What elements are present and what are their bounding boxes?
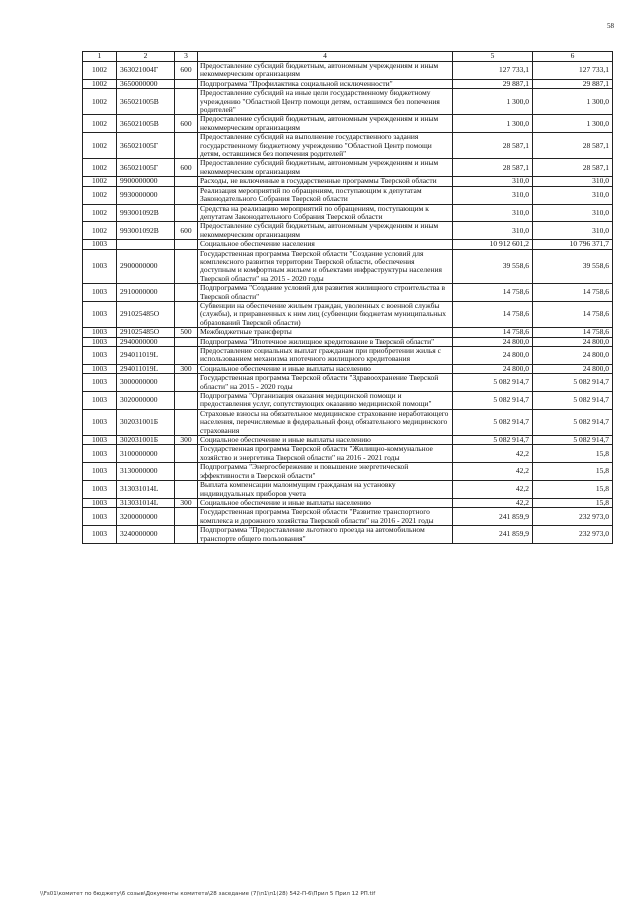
expense-type-cell: [175, 240, 198, 249]
amount-year2-cell: 232 973,0: [533, 526, 613, 544]
column-header: 5: [453, 52, 533, 62]
section-cell: 1003: [83, 445, 117, 463]
amount-year1-cell: 39 558,6: [453, 249, 533, 284]
expense-type-cell: 300: [175, 364, 198, 373]
table-row: [83, 284, 613, 302]
expense-type-cell: 600: [175, 62, 198, 80]
target-code-cell: 3200000000: [117, 508, 175, 526]
amount-year2-cell: 310,0: [533, 177, 613, 186]
amount-year2-cell: 15,8: [533, 445, 613, 463]
description-cell: Подпрограмма "Создание условий для развития жилищного строительства в Тверской области": [198, 284, 453, 302]
description-cell: Подпрограмма "Предоставление льготного проезда на автомобильном транспорте общего пользования": [198, 526, 453, 544]
amount-year2-cell: 10 796 371,7: [533, 240, 613, 249]
amount-year1-cell: 310,0: [453, 222, 533, 240]
section-cell: 1003: [83, 508, 117, 526]
description-cell: Подпрограмма "Организация оказания медицинской помощи и предоставления услуг, сопутствующих оказанию медицинской помощи": [198, 392, 453, 410]
table-row: [83, 222, 613, 240]
table-row: [83, 177, 613, 186]
table-header-row: [83, 52, 613, 62]
description-cell: Предоставление субсидий бюджетным, автономным учреждениям и иным некоммерческим организациям: [198, 62, 453, 80]
table-row: [83, 159, 613, 177]
description-cell: Расходы, не включенные в государственные программы Тверской области: [198, 177, 453, 186]
expense-type-cell: [175, 508, 198, 526]
amount-year2-cell: 14 758,6: [533, 301, 613, 327]
amount-year1-cell: 42,2: [453, 498, 533, 507]
amount-year2-cell: 1 300,0: [533, 115, 613, 133]
amount-year1-cell: 24 800,0: [453, 347, 533, 365]
table-row: [83, 392, 613, 410]
expense-type-cell: [175, 133, 198, 159]
amount-year2-cell: 39 558,6: [533, 249, 613, 284]
section-cell: 1003: [83, 328, 117, 337]
expense-type-cell: [175, 409, 198, 435]
description-cell: Государственная программа Тверской области "Жилищно-коммунальное хозяйство и энергетика Тверской области" на 2016 - 2021 годы: [198, 445, 453, 463]
expense-type-cell: [175, 463, 198, 481]
target-code-cell: 365021005Г: [117, 159, 175, 177]
page-number: 58: [607, 22, 614, 30]
amount-year2-cell: 310,0: [533, 186, 613, 204]
amount-year1-cell: 24 800,0: [453, 364, 533, 373]
target-code-cell: 365021005Г: [117, 133, 175, 159]
expense-type-cell: 300: [175, 436, 198, 445]
expense-type-cell: 500: [175, 328, 198, 337]
section-cell: 1003: [83, 436, 117, 445]
description-cell: Подпрограмма "Ипотечное жилищное кредитование в Тверской области": [198, 337, 453, 346]
table-row: [83, 463, 613, 481]
table-row: [83, 526, 613, 544]
description-cell: Социальное обеспечение населения: [198, 240, 453, 249]
expense-type-cell: [175, 79, 198, 88]
target-code-cell: 3130000000: [117, 463, 175, 481]
section-cell: 1002: [83, 115, 117, 133]
target-code-cell: 9900000000: [117, 177, 175, 186]
amount-year2-cell: 24 800,0: [533, 337, 613, 346]
expense-type-cell: [175, 301, 198, 327]
target-code-cell: 2910000000: [117, 284, 175, 302]
section-cell: 1003: [83, 392, 117, 410]
table-row: [83, 133, 613, 159]
amount-year1-cell: 310,0: [453, 186, 533, 204]
table-row: [83, 240, 613, 249]
column-header: 6: [533, 52, 613, 62]
amount-year2-cell: 14 758,6: [533, 328, 613, 337]
expense-type-cell: 600: [175, 222, 198, 240]
target-code-cell: 3000000000: [117, 374, 175, 392]
section-cell: 1003: [83, 374, 117, 392]
target-code-cell: 294011019L: [117, 364, 175, 373]
amount-year1-cell: 42,2: [453, 481, 533, 499]
amount-year1-cell: 5 082 914,7: [453, 436, 533, 445]
target-code-cell: 2900000000: [117, 249, 175, 284]
amount-year2-cell: 5 082 914,7: [533, 409, 613, 435]
amount-year2-cell: 15,8: [533, 463, 613, 481]
target-code-cell: 993001092В: [117, 222, 175, 240]
amount-year1-cell: 1 300,0: [453, 89, 533, 115]
target-code-cell: 313031014L: [117, 481, 175, 499]
section-cell: 1002: [83, 177, 117, 186]
section-cell: 1003: [83, 249, 117, 284]
column-header: 3: [175, 52, 198, 62]
amount-year2-cell: 28 587,1: [533, 133, 613, 159]
description-cell: Социальное обеспечение и иные выплаты населению: [198, 498, 453, 507]
amount-year1-cell: 5 082 914,7: [453, 374, 533, 392]
description-cell: Предоставление субсидий на иные цели государственному бюджетному учреждению "Областной Центр помощи детям, оставшимся без попечения родителей": [198, 89, 453, 115]
table-row: [83, 62, 613, 80]
amount-year1-cell: 241 859,9: [453, 526, 533, 544]
target-code-cell: 9930000000: [117, 186, 175, 204]
target-code-cell: 291025485О: [117, 328, 175, 337]
target-code-cell: 365021005В: [117, 89, 175, 115]
column-header: 1: [83, 52, 117, 62]
expense-type-cell: [175, 249, 198, 284]
amount-year2-cell: 14 758,6: [533, 284, 613, 302]
target-code-cell: 2940000000: [117, 337, 175, 346]
description-cell: Предоставление социальных выплат гражданам при приобретении жилья с использованием механизма ипотечного жилищного кредитования: [198, 347, 453, 365]
target-code-cell: 3100000000: [117, 445, 175, 463]
expense-type-cell: [175, 392, 198, 410]
description-cell: Предоставление субсидий на выполнение государственного задания государственному бюджетному учреждению "Областной Центр помощи детям, оставшимся без попечения родителей": [198, 133, 453, 159]
target-code-cell: 302031001Б: [117, 436, 175, 445]
target-code-cell: 291025485О: [117, 301, 175, 327]
target-code-cell: 363021004Г: [117, 62, 175, 80]
expense-type-cell: 600: [175, 115, 198, 133]
amount-year1-cell: 5 082 914,7: [453, 409, 533, 435]
table-row: [83, 374, 613, 392]
section-cell: 1002: [83, 79, 117, 88]
expense-type-cell: [175, 347, 198, 365]
table-row: [83, 301, 613, 327]
amount-year2-cell: 24 800,0: [533, 347, 613, 365]
expense-type-cell: [175, 177, 198, 186]
description-cell: Предоставление субсидий бюджетным, автономным учреждениям и иным некоммерческим организациям: [198, 222, 453, 240]
amount-year2-cell: 5 082 914,7: [533, 392, 613, 410]
description-cell: Субвенции на обеспечение жильем граждан, уволенных с военной службы (службы), и приравненных к ним лиц (субвенции бюджетам муниципальных образований Тверской области): [198, 301, 453, 327]
section-cell: 1003: [83, 347, 117, 365]
table-row: [83, 347, 613, 365]
section-cell: 1002: [83, 133, 117, 159]
target-code-cell: [117, 240, 175, 249]
section-cell: 1002: [83, 186, 117, 204]
description-cell: Подпрограмма "Профилактика социальной исключенности": [198, 79, 453, 88]
table-row: [83, 249, 613, 284]
expense-type-cell: [175, 337, 198, 346]
expense-type-cell: [175, 89, 198, 115]
expense-type-cell: [175, 481, 198, 499]
amount-year1-cell: 310,0: [453, 177, 533, 186]
amount-year1-cell: 1 300,0: [453, 115, 533, 133]
file-path-footer: \\Fs01\комитет по бюджету\6 созыв\Документы комитета\28 заседание (7)\п1\п1(28) 542-П-6\Прил 5 Прил 12 РП.tif: [40, 891, 376, 897]
table-row: [83, 409, 613, 435]
description-cell: Выплата компенсации малоимущим гражданам на установку индивидуальных приборов учета: [198, 481, 453, 499]
expense-type-cell: [175, 186, 198, 204]
table-row: [83, 328, 613, 337]
amount-year2-cell: 310,0: [533, 222, 613, 240]
amount-year1-cell: 10 912 601,2: [453, 240, 533, 249]
column-header: 4: [198, 52, 453, 62]
target-code-cell: 365021005В: [117, 115, 175, 133]
amount-year1-cell: 24 800,0: [453, 337, 533, 346]
target-code-cell: 3240000000: [117, 526, 175, 544]
table-row: [83, 445, 613, 463]
table-body: [83, 62, 613, 544]
expense-type-cell: 300: [175, 498, 198, 507]
section-cell: 1002: [83, 159, 117, 177]
target-code-cell: 313031014L: [117, 498, 175, 507]
description-cell: Социальное обеспечение и иные выплаты населению: [198, 436, 453, 445]
table-row: [83, 115, 613, 133]
description-cell: Государственная программа Тверской области "Создание условий для комплексного развития территории Тверской области, обеспечения доступным и комфортным жильем и объектами инфраструктуры населения Тверской области" на 2015 - 2020 годы: [198, 249, 453, 284]
section-cell: 1003: [83, 337, 117, 346]
section-cell: 1002: [83, 222, 117, 240]
section-cell: 1003: [83, 284, 117, 302]
description-cell: Страховые взносы на обязательное медицинское страхование неработающего населения, перечисляемые в федеральный фонд обязательного медицинского страхования: [198, 409, 453, 435]
section-cell: 1003: [83, 481, 117, 499]
section-cell: 1003: [83, 409, 117, 435]
amount-year1-cell: 42,2: [453, 445, 533, 463]
section-cell: 1002: [83, 89, 117, 115]
section-cell: 1003: [83, 463, 117, 481]
amount-year2-cell: 5 082 914,7: [533, 436, 613, 445]
section-cell: 1002: [83, 204, 117, 222]
column-header: 2: [117, 52, 175, 62]
amount-year1-cell: 127 733,1: [453, 62, 533, 80]
description-cell: Межбюджетные трансферты: [198, 328, 453, 337]
table-row: [83, 89, 613, 115]
budget-table: [82, 51, 613, 544]
expense-type-cell: [175, 284, 198, 302]
amount-year1-cell: 28 587,1: [453, 133, 533, 159]
amount-year1-cell: 310,0: [453, 204, 533, 222]
table-row: [83, 481, 613, 499]
description-cell: Предоставление субсидий бюджетным, автономным учреждениям и иным некоммерческим организациям: [198, 115, 453, 133]
amount-year2-cell: 5 082 914,7: [533, 374, 613, 392]
target-code-cell: 302031001Б: [117, 409, 175, 435]
amount-year2-cell: 28 587,1: [533, 159, 613, 177]
table-row: [83, 186, 613, 204]
amount-year2-cell: 24 800,0: [533, 364, 613, 373]
section-cell: 1002: [83, 62, 117, 80]
description-cell: Предоставление субсидий бюджетным, автономным учреждениям и иным некоммерческим организациям: [198, 159, 453, 177]
expense-type-cell: [175, 204, 198, 222]
amount-year2-cell: 15,8: [533, 498, 613, 507]
amount-year2-cell: 1 300,0: [533, 89, 613, 115]
section-cell: 1003: [83, 498, 117, 507]
target-code-cell: 3020000000: [117, 392, 175, 410]
amount-year1-cell: 29 887,1: [453, 79, 533, 88]
table-row: [83, 508, 613, 526]
description-cell: Подпрограмма "Энергосбережение и повышение энергетической эффективности в Тверской области": [198, 463, 453, 481]
amount-year2-cell: 127 733,1: [533, 62, 613, 80]
description-cell: Государственная программа Тверской области "Развитие транспортного комплекса и дорожного хозяйства Тверской области" на 2016 - 2021 годы: [198, 508, 453, 526]
table-row: [83, 204, 613, 222]
amount-year1-cell: 241 859,9: [453, 508, 533, 526]
section-cell: 1003: [83, 364, 117, 373]
section-cell: 1003: [83, 240, 117, 249]
amount-year2-cell: 310,0: [533, 204, 613, 222]
amount-year1-cell: 14 758,6: [453, 328, 533, 337]
description-cell: Государственная программа Тверской области "Здравоохранение Тверской области" на 2015 - 2020 годы: [198, 374, 453, 392]
target-code-cell: 3650000000: [117, 79, 175, 88]
amount-year2-cell: 29 887,1: [533, 79, 613, 88]
description-cell: Реализация мероприятий по обращениям, поступающим к депутатам Законодательного Собрания Тверской области: [198, 186, 453, 204]
amount-year2-cell: 15,8: [533, 481, 613, 499]
expense-type-cell: [175, 526, 198, 544]
amount-year1-cell: 42,2: [453, 463, 533, 481]
section-cell: 1003: [83, 301, 117, 327]
amount-year1-cell: 28 587,1: [453, 159, 533, 177]
expense-type-cell: [175, 445, 198, 463]
amount-year1-cell: 14 758,6: [453, 284, 533, 302]
expense-type-cell: [175, 374, 198, 392]
description-cell: Средства на реализацию мероприятий по обращениям, поступающим к депутатам Законодательного Собрания Тверской области: [198, 204, 453, 222]
description-cell: Социальное обеспечение и иные выплаты населению: [198, 364, 453, 373]
amount-year1-cell: 14 758,6: [453, 301, 533, 327]
amount-year1-cell: 5 082 914,7: [453, 392, 533, 410]
section-cell: 1003: [83, 526, 117, 544]
target-code-cell: 993001092В: [117, 204, 175, 222]
expense-type-cell: 600: [175, 159, 198, 177]
target-code-cell: 294011019L: [117, 347, 175, 365]
amount-year2-cell: 232 973,0: [533, 508, 613, 526]
